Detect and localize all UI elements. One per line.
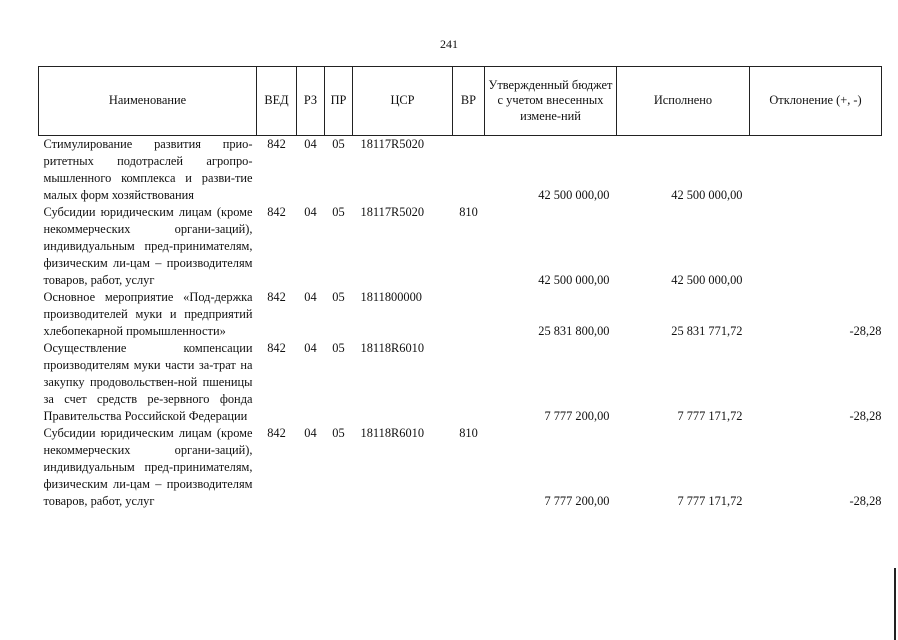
scan-edge-line: [894, 568, 896, 640]
row-executed: 42 500 000,00: [671, 188, 743, 202]
row-deviation: -28,28: [849, 494, 882, 508]
row-deviation: [750, 136, 882, 205]
header-approved-budget: Утвержденный бюджет с учетом внесенных измене-ний: [485, 67, 617, 136]
row-pr: 05: [332, 137, 345, 151]
table-row: [39, 340, 882, 425]
row-csr: 18118R6010: [360, 426, 425, 440]
row-rz: 04: [304, 137, 317, 151]
row-vr: [453, 289, 485, 340]
header-name: Наименование: [39, 67, 257, 136]
budget-table: [38, 66, 882, 510]
row-rz: 04: [304, 205, 317, 219]
row-csr: 18117R5020: [360, 205, 425, 219]
row-ved: 842: [267, 137, 286, 151]
row-deviation: -28,28: [849, 409, 882, 423]
header-deviation: Отклонение (+, -): [750, 67, 882, 136]
row-approved: 25 831 800,00: [538, 324, 610, 338]
table-row: [39, 136, 882, 205]
row-vr: [453, 136, 485, 205]
row-vr: [453, 340, 485, 425]
row-ved: 842: [267, 426, 286, 440]
row-approved: 7 777 200,00: [544, 409, 610, 423]
row-executed: 25 831 771,72: [671, 324, 743, 338]
header-rz: РЗ: [297, 67, 325, 136]
row-executed: 7 777 171,72: [677, 494, 743, 508]
row-name: Субсидии юридическим лицам (кроме некоммерческих органи-заций), индивидуальным пред-принимателям, физическим ли-цам – производителям товаров, работ, услуг: [43, 426, 253, 508]
row-ved: 842: [267, 341, 286, 355]
page-number: 241: [440, 37, 458, 51]
row-approved: 42 500 000,00: [538, 273, 610, 287]
row-executed: 42 500 000,00: [671, 273, 743, 287]
row-vr: 810: [459, 426, 478, 440]
row-rz: 04: [304, 341, 317, 355]
row-name: Стимулирование развития прио-ритетных подотраслей агропро-мышленного комплекса и разви-тие малых форм хозяйствования: [43, 137, 253, 202]
row-name: Осуществление компенсации производителям муки части за-трат на закупку продовольствен-ной пшеницы за счет средств ре-зервного фонда Правительства Российской Федерации: [43, 341, 253, 423]
header-vr: ВР: [453, 67, 485, 136]
header-pr: ПР: [325, 67, 353, 136]
row-name: Субсидии юридическим лицам (кроме некоммерческих органи-заций), индивидуальным пред-принимателям, физическим ли-цам – производителям товаров, работ, услуг: [43, 205, 253, 287]
row-name: Основное мероприятие «Под-держка производителей муки и предприятий хлебопекарной промышленности»: [43, 290, 253, 338]
table-row: [39, 425, 882, 510]
row-approved: 7 777 200,00: [544, 494, 610, 508]
row-executed: 7 777 171,72: [677, 409, 743, 423]
row-deviation: [750, 204, 882, 289]
table-row: [39, 204, 882, 289]
header-csr: ЦСР: [353, 67, 453, 136]
row-csr: 1811800000: [360, 290, 422, 304]
table-row: [39, 289, 882, 340]
row-approved: 42 500 000,00: [538, 188, 610, 202]
header-executed: Исполнено: [617, 67, 750, 136]
row-rz: 04: [304, 426, 317, 440]
row-csr: 18118R6010: [360, 341, 425, 355]
row-pr: 05: [332, 426, 345, 440]
row-deviation: -28,28: [849, 324, 882, 338]
row-csr: 18117R5020: [360, 137, 425, 151]
row-pr: 05: [332, 205, 345, 219]
row-vr: 810: [459, 205, 478, 219]
row-ved: 842: [267, 205, 286, 219]
table-header: [39, 67, 882, 136]
row-ved: 842: [267, 290, 286, 304]
row-pr: 05: [332, 341, 345, 355]
row-pr: 05: [332, 290, 345, 304]
row-rz: 04: [304, 290, 317, 304]
header-ved: ВЕД: [257, 67, 297, 136]
